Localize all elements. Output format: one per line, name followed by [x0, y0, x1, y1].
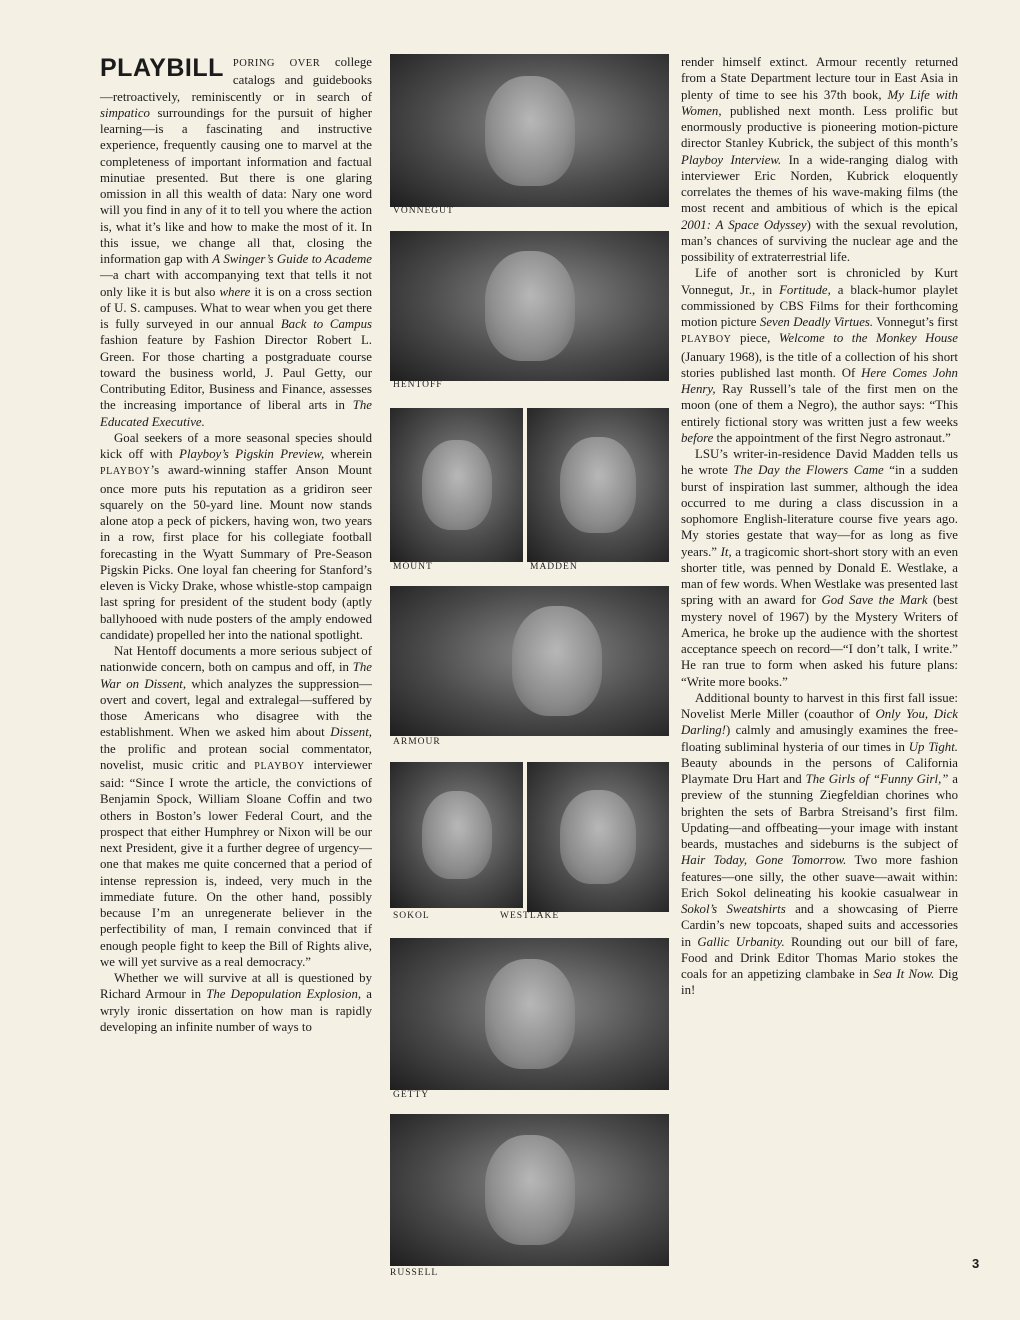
- italic-title: Welcome to the Monkey House: [778, 331, 958, 346]
- lead-in-caps: PORING OVER: [232, 58, 321, 69]
- italic-title: The Girls of “Funny Girl,”: [805, 772, 949, 786]
- italic-title: Back to Campus: [280, 317, 372, 331]
- body-paragraph: Whether we will survive at all is questioned by Richard Armour in The Depopulation Explosion, a wryly ironic dissertation on how man is rapidly developing an infinite number of ways to: [100, 971, 372, 1034]
- italic-title: The War on Dissent,: [100, 660, 372, 691]
- body-paragraph: PORING OVER college catalogs and guidebooks—retroactively, reminiscently or in search of simpatico surroundings for the pursuit of higher learning—is a fascinating and instructive experience, frequently causing one to marvel at the completeness of important information and factual minutiae presented. But there is one glaring omission in all this wealth of data: Nary one word will you find in any of it to tell you where the action is, what it’s like and how to make the most of it. In this issue, we change all that, closing the information gap with A Swinger’s Guide to Academe—a chart with accompanying text that tells it not only like it is but also where it is on a cross section of U. S. campuses. What to wear when you get there is fully surveyed in our annual Back to Campus fashion feature by Fashion Director Robert L. Green. For those charting a postgraduate course toward the business world, J. Paul Getty, our Contributing Editor, Business and Finance, assesses the increasing importance of liberal arts in The Educated Executive.: [100, 55, 373, 429]
- body-paragraph: Nat Hentoff documents a more serious subject of nationwide concern, both on campus and off, in The War on Dissent, which analyzes the suppression—overt and covert, legal and extralegal—suffered by those Americans who disagree with the establishment. When we asked him about Dissent, the prolific and protean social commentator, novelist, music critic and PLAYBOY interviewer said: “Since I wrote the article, the convictions of Benjamin Spock, William Sloane Coffin and two others in Boston’s lower Federal Court, and the prospect that either Humphrey or Nixon will be our next President, give it a further degree of urgency—one that makes me quite concerned that a period of intense repression is, indeed, very much in the immediate future. On the other hand, possibly because I’m an unregenerate believer in the perfectibility of man, I remain convinced that if enough people fight to keep the Bill of Rights alive, we will yet survive as a real democracy.”: [100, 644, 372, 969]
- photo-sokol: [390, 762, 523, 908]
- right-column-body: [681, 54, 958, 999]
- body-paragraph: render himself extinct. Armour recently returned from a State Department lecture tour in East Asia in plenty of time to see his 37th book, My Life with Women, published next month. Less prolific but enormously productive is pioneering motion-picture director Stanley Kubrick, the subject of this month’s Playboy Interview. In a wide-ranging dialog with interviewer Eric Norden, Kubrick eloquently correlates the themes of his wave-making films (the most recent and ambitious of which is the epical 2001: A Space Odyssey) with the sexual revolution, man’s chances of surviving the nuclear age and the possibility of extraterrestrial life.: [681, 55, 958, 264]
- caption-getty: GETTY: [393, 1090, 430, 1100]
- photo-armour: [390, 586, 669, 736]
- italic-title: Hair Today, Gone Tomorrow.: [681, 853, 847, 868]
- caption-hentoff: HENTOFF: [393, 380, 443, 390]
- page-number: 3: [972, 1256, 980, 1271]
- italic-title: My Life with Women,: [681, 87, 958, 118]
- italic-title: The Depopulation Explosion,: [206, 987, 362, 1002]
- italic-title: before: [681, 430, 714, 445]
- left-column-body: [100, 54, 372, 1035]
- right-text-column: [681, 54, 958, 999]
- photo-russell: [390, 1114, 669, 1266]
- small-caps-name: PLAYBOY: [681, 334, 732, 346]
- playbill-masthead: PLAYBILL: [100, 54, 224, 82]
- italic-title: God Save the Mark: [821, 593, 928, 608]
- caption-madden: MADDEN: [530, 562, 578, 572]
- italic-title: simpatico: [100, 105, 150, 120]
- italic-title: 2001: A Space Odyssey: [681, 217, 807, 232]
- caption-vonnegut: VONNEGUT: [393, 206, 454, 216]
- body-paragraph: Goal seekers of a more seasonal species should kick off with Playboy’s Pigskin Preview, wherein PLAYBOY’s award-winning staffer Anson Mount once more puts his reputation as a gridiron seer squarely on the 50-yard line. Mount now stands alone atop a peck of pickers, having won, two years in a row, first place for his collegiate football forecasting in the Wyatt Summary of Pre-Season Pigskin Picks. One loyal fan cheering for Stanford’s eleven is Vicky Drake, whose whistle-stop campaign last spring for president of the student body (aptly ballyhooed with nude posters of the amply endowed candidate) propelled her into the national spotlight.: [100, 430, 373, 642]
- body-paragraph: Life of another sort is chronicled by Kurt Vonnegut, Jr., in Fortitude, a black-humor playlet commissioned by CBS Films for their forthcoming motion picture Seven Deadly Virtues. Vonnegut’s first PLAYBOY piece, Welcome to the Monkey House (January 1968), is the title of a collection of his short stories published last month. Of Here Comes John Henry, Ray Russell’s tale of the first men on the moon (one of them a Negro), the author says: “This entirely fictional story was written just a few weeks before the appointment of the first Negro astronaut.”: [681, 266, 958, 445]
- italic-title: Seven Deadly Virtues.: [759, 315, 874, 329]
- caption-russell: RUSSELL: [390, 1268, 439, 1278]
- photo-madden: [527, 408, 669, 562]
- body-paragraph: Additional bounty to harvest in this first fall issue: Novelist Merle Miller (coauthor of Only You, Dick Darling!) calmly and amusingly examines the free-floating subliminal hysteria of our times in Up Tight. Beauty abounds in the persons of California Playmate Dru Hart and The Girls of “Funny Girl,” a preview of the stunning Ziegfeldian chorines who brighten the sets of Barbra Streisand’s first film. Updating—and offbeating—your image with instant beards, mustaches and sideburns is the subject of Hair Today, Gone Tomorrow. Two more fashion features—one silly, the other suave—await within: Erich Sokol delineating his kookie casualwear in Sokol’s Sweatshirts and a showcasing of Pierre Cardin’s new topcoats, shaped suits and accessories in Gallic Urbanity. Rounding out our bill of fare, Food and Drink Editor Thomas Mario stokes the coals for an appetizing clambake in Sea It Now. Dig in!: [681, 690, 959, 998]
- body-paragraph: LSU’s writer-in-residence David Madden tells us he wrote The Day the Flowers Came “in a sudden burst of inspiration last summer, although the idea occurred to me during a class discussion in a sophomore English-literature course five years ago. My stories gestate that way—for as long as five years.” It, a tragicomic short-short story with an even shorter title, was penned by Donald E. Westlake, a man of few words. When Westlake was presented last spring with an award for God Save the Mark (best mystery novel of 1967) by the Mystery Writers of America, he broke up the audience with the shortest acceptance speech on record—“I don’t talk, I write.” He ran true to form when asked his future plans: “Write more books.”: [681, 447, 958, 689]
- italic-title: Up Tight.: [908, 739, 958, 754]
- caption-westlake: WESTLAKE: [500, 911, 560, 921]
- photo-getty: [390, 938, 669, 1090]
- italic-title: Sea It Now.: [873, 967, 935, 981]
- italic-title: Fortitude,: [779, 282, 831, 297]
- italic-title: Dissent,: [330, 725, 372, 740]
- small-caps-name: PLAYBOY: [100, 466, 151, 478]
- italic-title: Only You, Dick Darling!: [681, 707, 958, 738]
- italic-title: Gallic Urbanity.: [697, 934, 785, 949]
- italic-title: Playboy Interview.: [681, 152, 782, 167]
- photo-vonnegut: [390, 54, 669, 207]
- italic-title: It,: [720, 544, 732, 559]
- photo-hentoff: [390, 231, 669, 381]
- italic-title: Sokol’s Sweatshirts: [681, 902, 786, 916]
- photo-mount: [390, 408, 523, 562]
- caption-armour: ARMOUR: [393, 737, 441, 747]
- left-text-column: [100, 54, 372, 1035]
- small-caps-name: PLAYBOY: [254, 760, 305, 772]
- italic-title: where: [219, 284, 251, 299]
- italic-title: Here Comes John Henry,: [681, 365, 958, 396]
- italic-title: The Educated Executive.: [100, 398, 372, 429]
- photo-westlake: [527, 762, 669, 912]
- italic-title: The Day the Flowers Came: [733, 463, 884, 478]
- italic-title: A Swinger’s Guide to Academe: [212, 252, 372, 266]
- italic-title: Playboy’s Pigskin Preview,: [179, 447, 325, 461]
- caption-sokol: SOKOL: [393, 911, 430, 921]
- caption-mount: MOUNT: [393, 562, 433, 572]
